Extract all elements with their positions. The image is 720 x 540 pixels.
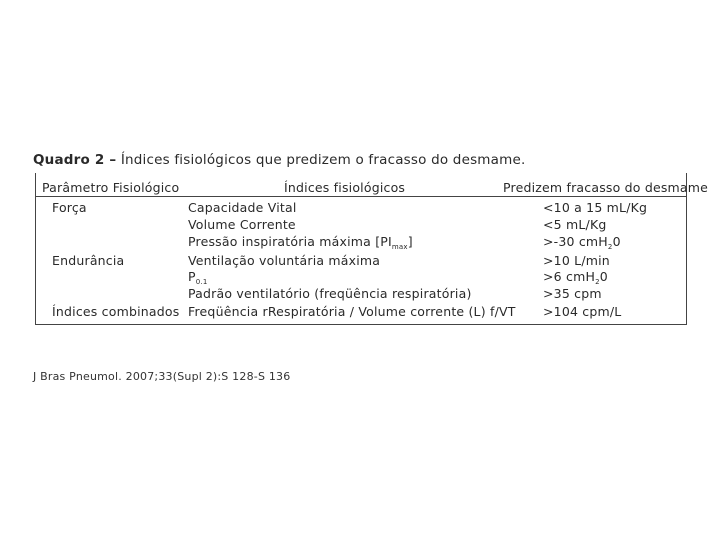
header-predict: Predizem fracasso do desmame [503, 180, 709, 195]
threshold-subscript: 2 [607, 243, 613, 251]
caption-label: Quadro 2 – [33, 152, 117, 168]
index-subscript: 0.1 [195, 278, 208, 286]
threshold-text: >-30 cmH [543, 234, 608, 249]
threshold-text-end: 0 [599, 269, 608, 284]
row-threshold: >35 cpm [543, 286, 602, 301]
row-threshold [543, 269, 608, 286]
index-text: P [188, 269, 196, 284]
threshold-text: >6 cmH [543, 269, 596, 284]
row-index: Volume Corrente [188, 217, 296, 232]
row-threshold: >10 L/min [543, 253, 610, 268]
row-parameter: Força [52, 200, 87, 215]
row-index [188, 234, 413, 251]
row-threshold: >104 cpm/L [543, 304, 622, 319]
header-divider [35, 196, 687, 197]
table-caption [33, 152, 525, 168]
threshold-text-end: 0 [612, 234, 621, 249]
row-threshold: <5 mL/Kg [543, 217, 607, 232]
header-indices: Índices fisiológicos [284, 180, 406, 195]
row-index: Ventilação voluntária máxima [188, 253, 381, 268]
row-index: Padrão ventilatório (freqüência respiratória) [188, 286, 472, 301]
row-parameter: Endurância [52, 253, 125, 268]
row-parameter: Índices combinados [52, 304, 180, 319]
source-citation: J Bras Pneumol. 2007;33(Supl 2):S 128-S 136 [33, 370, 291, 383]
index-text: Pressão inspiratória máxima [PI [188, 234, 392, 249]
threshold-subscript: 2 [595, 278, 600, 286]
caption-text: Índices fisiológicos que predizem o fracasso do desmame. [120, 152, 526, 168]
row-threshold: <10 a 15 mL/Kg [543, 200, 648, 215]
row-index: Capacidade Vital [188, 200, 297, 215]
row-index: Freqüência rRespiratória / Volume corrente (L) f/VT [188, 304, 516, 319]
header-parameter: Parâmetro Fisiológico [42, 180, 180, 195]
index-text-end: ] [407, 234, 413, 249]
index-subscript: max [391, 243, 408, 251]
row-index [188, 269, 207, 286]
row-threshold [543, 234, 621, 251]
